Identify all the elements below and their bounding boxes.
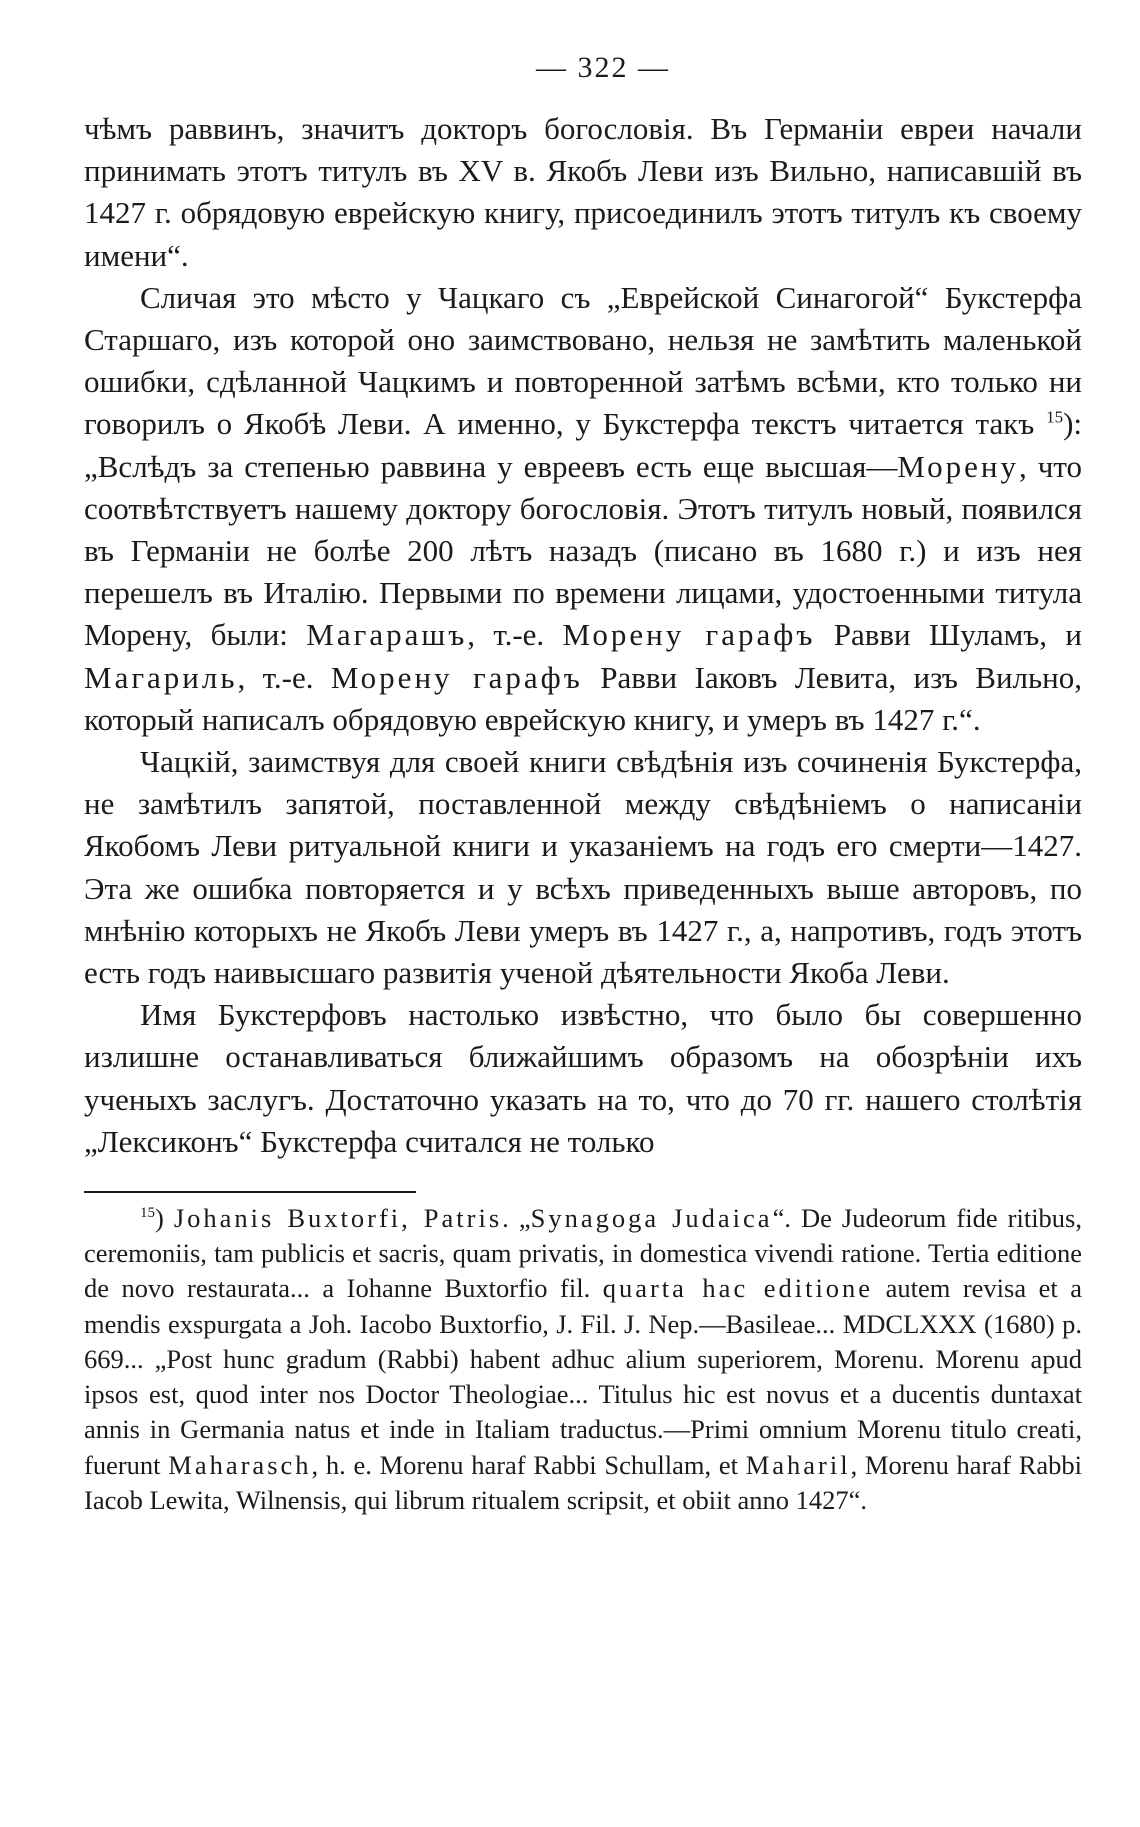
paragraph-2-text: , т.-е. bbox=[467, 617, 563, 653]
footnote-text: , h. e. Morenu haraf Rabbi Schullam, et bbox=[311, 1449, 746, 1480]
paragraph-2-text: , т.-е. bbox=[237, 659, 331, 695]
footnote-text: autem revisa et a mendis exspurgata a Joh. Iacobo Buxtorfio, J. Fil. J. Nep.—Basileae... MDCLXXX (1680) p. 669... „Post hunc gradum (Rabbi) habent adhuc alium superiorem, Morenu. Morenu apud ipsos est, quod inter nos Doctor Theologiae... Titulus hic est novus et a ducentis duntaxat annis in Germania natus et inde in Italiam traductus.—Primi omnium Morenu titulo creati, fuerunt bbox=[84, 1273, 1082, 1480]
paragraph-1: чѣмъ раввинъ, значитъ докторъ богословія. Въ Германіи евреи начали принимать этотъ титулъ въ XV в. Якобъ Леви изъ Вильно, написавшій въ 1427 г. обрядовую еврейскую книгу, присоединилъ этотъ титулъ къ своему имени“. bbox=[84, 111, 1082, 273]
footnote-divider bbox=[84, 1191, 416, 1193]
spaced-term: quarta hac editione bbox=[602, 1273, 874, 1304]
paragraph-3: Чацкій, заимствуя для своей книги свѣдѣнія изъ сочиненія Букстерфа, не замѣтилъ запятой, поставленной между свѣдѣніемъ о написаніи Якобомъ Леви ритуальной книги и указаніемъ на годъ его смерти—1427. Эта же ошибка повторяется и у всѣхъ приведенныхъ выше авторовъ, по мнѣнію которыхъ не Якобъ Леви умеръ въ 1427 г., а, напротивъ, годъ этотъ есть годъ наивысшаго развитія ученой дѣятельности Якоба Леви. bbox=[84, 744, 1082, 991]
footnote-15 bbox=[84, 1201, 1082, 1518]
footnote-number: 15 bbox=[140, 1205, 155, 1222]
footnote-reference: 15 bbox=[1046, 408, 1064, 428]
footnote-text: ) bbox=[155, 1203, 174, 1234]
footnote bbox=[84, 1201, 1082, 1518]
spaced-term: Морену гарафъ bbox=[330, 659, 583, 695]
paragraph-4: Имя Букстерфовъ настолько извѣстно, что было бы совершенно излишне останавливаться ближайшимъ образомъ на обозрѣніи ихъ ученыхъ заслугъ. Достаточно указать на то, что до 70 гг. нашего столѣтія „Лексиконъ“ Букстерфа считался не только bbox=[84, 997, 1082, 1159]
spaced-term: Johanis Buxtorfi, Patris bbox=[173, 1203, 503, 1234]
spaced-term: Maharil bbox=[745, 1449, 851, 1480]
paragraph-2-text: , что соотвѣтствуетъ нашему доктору богословія. Этотъ титулъ новый, появился въ Германіи не болѣе 200 лѣтъ назадъ (писано въ 1680 г.) и изъ нея перешелъ въ Италію. Первыми по времени лицами, удостоенными титула Морену, были: bbox=[84, 448, 1082, 653]
footnote-text: , Morenu haraf Rabbi Iacob Lewita, Wilnensis, qui librum ritualem scripsit, et obiit anno 1427“. bbox=[84, 1449, 1083, 1515]
main-text bbox=[84, 108, 1082, 1163]
footnote-text: “. De Judeorum fide ritibus, ceremoniis, tam publicis et sacris, quam privatis, in domestica vivendi ratione. Tertia editione de novo restaurata... a Iohanne Buxtorfio fil. bbox=[84, 1203, 1082, 1304]
paragraph-2-text: ): „Вслѣдъ за степенью раввина у евреевъ есть еще высшая— bbox=[84, 406, 1082, 484]
page-content bbox=[84, 40, 1082, 1518]
spaced-term: Maharasch bbox=[168, 1449, 312, 1480]
paragraph-2-text: Сличая это мѣсто у Чацкаго съ „Еврейской Синагогой“ Букстерфа Старшаго, изъ которой оно заимствовано, нельзя не замѣтить маленькой ошибки, сдѣланной Чацкимъ и повторенной затѣмъ всѣми, кто только ни говорилъ о Якобѣ Леви. А именно, у Букстерфа текстъ читается такъ bbox=[84, 279, 1082, 442]
paragraph-2 bbox=[84, 277, 1082, 741]
spaced-term: Магарашъ bbox=[306, 617, 468, 653]
page-number: — 322 — bbox=[536, 51, 670, 84]
spaced-term: Synagoga Judaica bbox=[530, 1203, 773, 1234]
spaced-term: Магариль bbox=[84, 659, 238, 695]
spaced-term: Морену bbox=[897, 448, 1020, 484]
spaced-term: Морену гарафъ bbox=[562, 617, 816, 653]
paragraph-2-text: Равви Шуламъ, и bbox=[815, 617, 1082, 653]
footnote-text: . „ bbox=[502, 1203, 531, 1234]
paragraph-2-text: Равви Іаковъ Левита, изъ Вильно, который написалъ обрядовую еврейскую книгу, и умеръ въ 1427 г.“. bbox=[84, 659, 1082, 737]
